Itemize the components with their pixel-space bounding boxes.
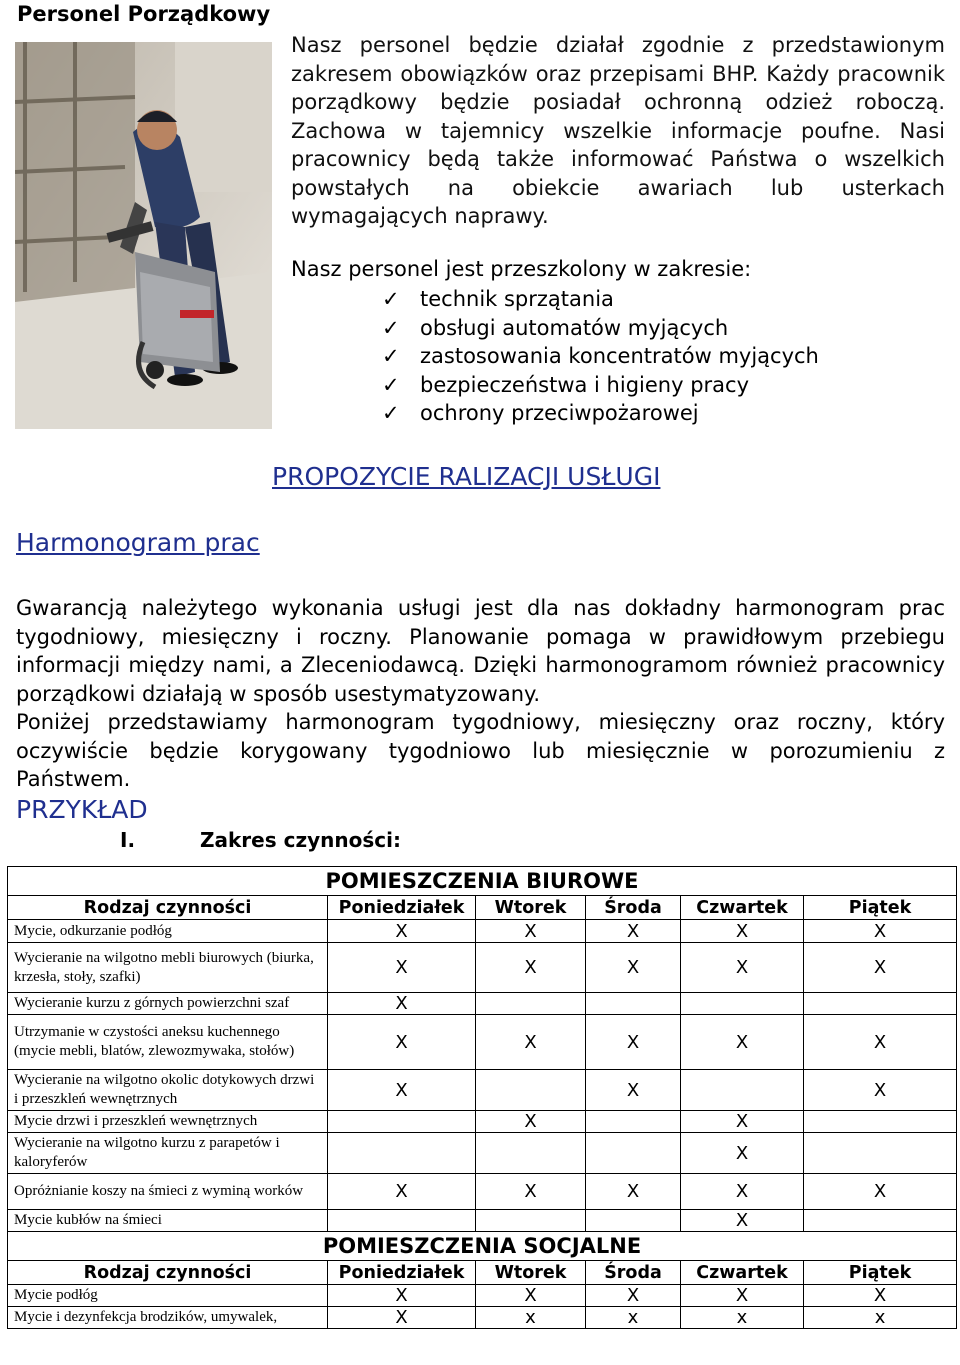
training-item-label: zastosowania koncentratów myjących <box>420 344 819 368</box>
day-mark-cell: X <box>328 1285 476 1307</box>
task-cell: Mycie, odkurzanie podłóg <box>8 920 328 943</box>
column-header: Czwartek <box>681 1261 804 1285</box>
column-header: Środa <box>586 1261 681 1285</box>
table-row <box>8 1285 957 1307</box>
day-mark-cell: X <box>804 1174 957 1210</box>
check-icon: ✓ <box>382 287 400 311</box>
day-mark-cell <box>328 1133 476 1174</box>
column-header: Poniedziałek <box>328 896 476 920</box>
scope-heading <box>120 828 401 852</box>
day-mark-cell: X <box>804 1070 957 1111</box>
column-header: Wtorek <box>476 1261 586 1285</box>
check-icon: ✓ <box>382 372 400 397</box>
day-mark-cell <box>476 1210 586 1232</box>
day-mark-cell: X <box>804 1285 957 1307</box>
day-mark-cell: X <box>586 1285 681 1307</box>
training-item-label: obsługi automatów myjących <box>420 315 729 340</box>
photo-illustration <box>15 42 272 429</box>
check-icon: ✓ <box>382 344 400 368</box>
section-title: POMIESZCZENIA BIUROWE <box>8 867 957 896</box>
section-row <box>8 867 957 896</box>
page-heading: Personel Porządkowy <box>17 2 271 26</box>
column-header: Czwartek <box>681 896 804 920</box>
day-mark-cell: x <box>804 1307 957 1329</box>
day-mark-cell: X <box>586 1174 681 1210</box>
day-mark-cell: X <box>586 920 681 943</box>
day-mark-cell <box>804 1133 957 1174</box>
column-header: Rodzaj czynności <box>8 896 328 920</box>
scope-label: Zakres czynności: <box>200 828 401 852</box>
table-row <box>8 993 957 1015</box>
table-row <box>8 1210 957 1232</box>
task-cell: Utrzymanie w czystości aneksu kuchennego (mycie mebli, blatów, zlewozmywaka, stołów) <box>8 1015 328 1070</box>
day-mark-cell <box>586 1133 681 1174</box>
day-mark-cell: X <box>681 1133 804 1174</box>
day-mark-cell: X <box>476 920 586 943</box>
table-row <box>8 943 957 993</box>
training-item-label: ochrony przeciwpożarowej <box>420 401 699 425</box>
day-mark-cell: X <box>586 943 681 993</box>
column-header: Rodzaj czynności <box>8 1261 328 1285</box>
day-mark-cell: x <box>586 1307 681 1329</box>
day-mark-cell <box>681 993 804 1015</box>
day-mark-cell <box>476 993 586 1015</box>
day-mark-cell: X <box>476 943 586 993</box>
day-mark-cell: X <box>328 1174 476 1210</box>
training-item <box>382 371 819 400</box>
proposals-title: PROPOZYCIE RALIZACJI USŁUGI <box>272 462 661 491</box>
day-mark-cell <box>328 1111 476 1133</box>
table-row <box>8 1111 957 1133</box>
day-mark-cell: X <box>804 943 957 993</box>
section-title: POMIESZCZENIA SOCJALNE <box>8 1232 957 1261</box>
day-mark-cell: X <box>681 920 804 943</box>
day-mark-cell: x <box>476 1307 586 1329</box>
training-item <box>382 285 819 314</box>
day-mark-cell <box>804 993 957 1015</box>
check-icon: ✓ <box>382 401 400 425</box>
column-header: Piątek <box>804 896 957 920</box>
day-mark-cell: X <box>476 1015 586 1070</box>
day-mark-cell: X <box>586 1015 681 1070</box>
task-cell: Mycie drzwi i przeszkleń wewnętrznych <box>8 1111 328 1133</box>
day-mark-cell: X <box>681 1285 804 1307</box>
day-mark-cell: X <box>476 1174 586 1210</box>
day-mark-cell: X <box>681 1015 804 1070</box>
task-cell: Opróżnianie koszy na śmieci z wyminą worków <box>8 1174 328 1210</box>
day-mark-cell <box>586 993 681 1015</box>
day-mark-cell: X <box>681 943 804 993</box>
training-item <box>382 314 819 343</box>
day-mark-cell <box>586 1111 681 1133</box>
task-cell: Mycie kubłów na śmieci <box>8 1210 328 1232</box>
section-row <box>8 1232 957 1261</box>
task-cell: Wycieranie na wilgotno mebli biurowych (biurka, krzesła, stoły, szafki) <box>8 943 328 993</box>
day-mark-cell <box>476 1070 586 1111</box>
day-mark-cell: X <box>328 943 476 993</box>
body-text <box>16 594 945 794</box>
table-row <box>8 1174 957 1210</box>
training-lead: Nasz personel jest przeszkolony w zakresie: <box>291 257 752 281</box>
day-mark-cell: X <box>328 993 476 1015</box>
training-item-label: bezpieczeństwa i higieny pracy <box>420 372 750 397</box>
task-cell: Wycieranie na wilgotno kurzu z parapetów i kaloryferów <box>8 1133 328 1174</box>
training-item-label: technik sprzątania <box>420 287 614 311</box>
day-mark-cell: X <box>328 1015 476 1070</box>
harmonogram-title: Harmonogram prac <box>16 528 260 557</box>
day-mark-cell: X <box>476 1111 586 1133</box>
task-cell: Mycie i dezynfekcja brodzików, umywalek, <box>8 1307 328 1329</box>
scope-number: I. <box>120 828 136 852</box>
column-header: Środa <box>586 896 681 920</box>
day-mark-cell <box>586 1210 681 1232</box>
intro-paragraph: Nasz personel będzie działał zgodnie z przedstawionym zakresem obowiązków oraz przepisami BHP. Każdy pracownik porządkowy będzie posiadał ochronną odzież roboczą. Zachowa w tajemnicy wszelkie informacje poufne. Nasi pracownicy będą także informować Państwa o wszelkich powstałych na obiekcie awariach lub usterkach wymagających naprawy. <box>291 33 945 228</box>
training-item <box>382 342 819 371</box>
body-paragraph-2: Poniżej przedstawiamy harmonogram tygodniowy, miesięczny oraz roczny, który oczywiście będzie korygowany tygodniowo lub miesięcznie w porozumieniu z Państwem. <box>16 710 945 791</box>
table-row <box>8 1133 957 1174</box>
day-mark-cell: X <box>804 920 957 943</box>
day-mark-cell: x <box>681 1307 804 1329</box>
table-row <box>8 920 957 943</box>
day-mark-cell: X <box>804 1015 957 1070</box>
day-mark-cell: X <box>681 1174 804 1210</box>
column-header-row <box>8 896 957 920</box>
day-mark-cell <box>328 1210 476 1232</box>
check-icon: ✓ <box>382 315 400 340</box>
schedule-table <box>7 866 957 1329</box>
task-cell: Wycieranie kurzu z górnych powierzchni szaf <box>8 993 328 1015</box>
day-mark-cell: X <box>681 1111 804 1133</box>
column-header-row <box>8 1261 957 1285</box>
day-mark-cell <box>681 1070 804 1111</box>
column-header: Piątek <box>804 1261 957 1285</box>
body-paragraph-1: Gwarancją należytego wykonania usługi jest dla nas dokładny harmonogram prac tygodniowy, miesięczny i roczny. Planowanie pomaga w prawidłowym przebiegu informacji między nami, a Zleceniodawcą. Dzięki harmonogramom również pracownicy porządkowi działają w sposób usestymatyzowany. <box>16 596 945 706</box>
day-mark-cell: X <box>328 1307 476 1329</box>
table-row <box>8 1307 957 1329</box>
table-row <box>8 1015 957 1070</box>
day-mark-cell <box>476 1133 586 1174</box>
cleaning-worker-photo <box>15 42 272 429</box>
day-mark-cell: X <box>586 1070 681 1111</box>
example-label: PRZYKŁAD <box>16 795 148 824</box>
day-mark-cell <box>804 1111 957 1133</box>
column-header: Poniedziałek <box>328 1261 476 1285</box>
training-item <box>382 399 819 428</box>
day-mark-cell: X <box>476 1285 586 1307</box>
day-mark-cell: X <box>328 1070 476 1111</box>
column-header: Wtorek <box>476 896 586 920</box>
table-row <box>8 1070 957 1111</box>
training-list <box>382 285 819 428</box>
day-mark-cell: X <box>681 1210 804 1232</box>
task-cell: Mycie podłóg <box>8 1285 328 1307</box>
day-mark-cell <box>804 1210 957 1232</box>
task-cell: Wycieranie na wilgotno okolic dotykowych drzwi i przeszkleń wewnętrznych <box>8 1070 328 1111</box>
day-mark-cell: X <box>328 920 476 943</box>
